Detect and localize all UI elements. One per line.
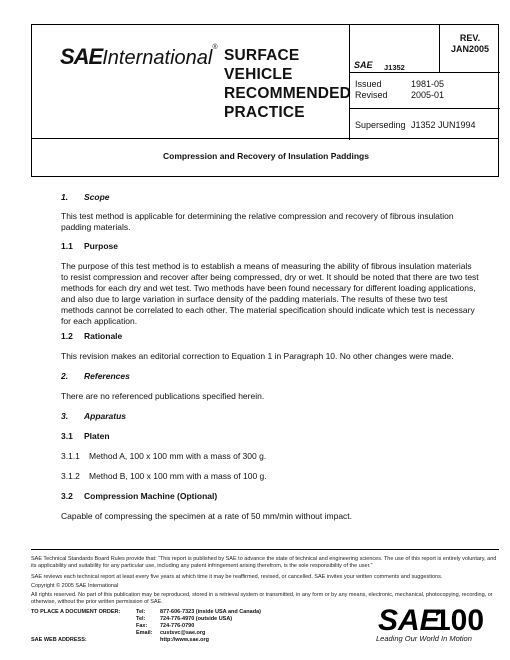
superseding-row [355, 120, 476, 130]
section-title: Purpose [84, 241, 119, 251]
section-heading-rationale [61, 331, 481, 342]
section-number: 1. [61, 192, 69, 202]
section-title: Rationale [84, 331, 123, 341]
section-number: 1.2 [61, 331, 73, 341]
paragraph-purpose: The purpose of this test method is to establish a means of measuring the ability of fibrous insulation materials to resist compression and recover after being compressed, dry or wet. It should be noted that there are two test methods for each dry and wet test. Two methods have been found necessary for different loading applications, and also due to large variation in surface density of the padding materials. The results of these two test methods cannot be correlated to each other. The material specification should indicate which test is necessary for each application. [61, 261, 479, 326]
section-heading-compression-machine [61, 491, 481, 502]
rev-label: REV. [459, 33, 481, 43]
email-value[interactable]: custsvc@sae.org [160, 630, 206, 636]
footer-rights: All rights reserved. No part of this publication may be reproduced, stored in a retrieval system or transmitted, in any form or by any means, electronic, mechanical, photocopying, recording, or otherwise, without the prior written permission of SAE. [31, 592, 493, 605]
dates-block [355, 79, 445, 101]
section-number: 3.2 [61, 491, 73, 501]
issued-label: Issued [355, 79, 382, 89]
section-heading-apparatus [61, 411, 481, 422]
document-title-box [31, 139, 499, 177]
document-title: Compression and Recovery of Insulation Paddings [163, 151, 369, 161]
paragraph-scope: This test method is applicable for determining the relative compression and recovery of fibrous insulation padding materials. [61, 211, 454, 232]
section-heading-references [61, 371, 481, 382]
title-line: PRACTICE [224, 104, 305, 121]
section-title: Scope [84, 192, 110, 202]
standard-number-cell [350, 25, 440, 73]
web-value[interactable]: http://www.sae.org [160, 637, 209, 643]
tel2-value[interactable]: 724-776-4970 (outside USA) [160, 616, 233, 622]
mini-sae-logo: SAE [354, 60, 373, 70]
fax-value: 724-776-0790 [160, 623, 195, 629]
section-number: 1.1 [61, 241, 73, 251]
logo-international-text: International [102, 47, 213, 69]
revision-cell [440, 25, 500, 73]
section-number: 3. [61, 411, 69, 421]
subsection-text: Method B, 100 x 100 mm with a mass of 100 g. [89, 471, 267, 481]
section-heading-purpose [61, 241, 481, 252]
section-title: Apparatus [84, 411, 127, 421]
sae-tagline: Leading Our World In Motion [376, 634, 472, 643]
sae-100-logo [376, 597, 492, 637]
sae100-100-text: 100 [434, 604, 485, 637]
revised-value: 2005-01 [411, 90, 445, 100]
footer-review-note: SAE reviews each technical report at least every five years at which time it may be reaffirmed, revised, or cancelled. SAE invites your written comments and suggestions. [31, 574, 443, 580]
title-line: SURFACE [224, 47, 300, 64]
logo-sae-text: SAE [60, 44, 103, 69]
section-number: 2. [61, 371, 69, 381]
sae-international-logo [32, 25, 218, 140]
subsection-number: 3.1.2 [61, 471, 80, 481]
subsection-method-b [61, 471, 481, 482]
section-title: Platen [84, 431, 110, 441]
subsection-text: Method A, 100 x 100 mm with a mass of 300 g. [89, 451, 267, 461]
logo-trademark: ® [212, 44, 218, 51]
title-line: VEHICLE [224, 66, 293, 83]
order-label: TO PLACE A DOCUMENT ORDER: [31, 609, 121, 615]
section-number: 3.1 [61, 431, 73, 441]
web-label: SAE WEB ADDRESS: [31, 637, 87, 643]
divider [350, 108, 500, 109]
footer-divider [31, 549, 499, 550]
document-info-panel [349, 25, 499, 140]
superseding-value: J1352 JUN1994 [411, 120, 476, 130]
section-heading-scope [61, 192, 481, 203]
title-line: RECOMMENDED [224, 85, 352, 102]
subsection-number: 3.1.1 [61, 451, 80, 461]
rev-value: JAN2005 [450, 44, 490, 54]
document-header [31, 24, 499, 139]
email-label: Email: [136, 630, 153, 636]
issued-value: 1981-05 [411, 79, 445, 89]
footer-board-rules: SAE Technical Standards Board Rules provide that: “This report is published by SAE to advance the state of technical and engineering sciences. The use of this report is entirely voluntary, and its applicability and suitability for any particular use, including any patent infringement arising therefrom, is the sole responsibility of the user.” [31, 556, 497, 569]
tel-label: Tel: [136, 609, 146, 615]
tel-value[interactable]: 877-606-7323 (inside USA and Canada) [160, 609, 261, 615]
subsection-method-a [61, 451, 481, 462]
sae100-sae-text: SAE [378, 604, 440, 637]
revised-label: Revised [355, 90, 388, 100]
superseding-label: Superseding [355, 120, 406, 130]
section-heading-platen [61, 431, 481, 442]
standard-number: J1352 [384, 63, 405, 72]
paragraph-references: There are no referenced publications specified herein. [61, 391, 265, 401]
tel2-label: Tel: [136, 616, 146, 622]
paragraph-compression-machine: Capable of compressing the specimen at a rate of 50 mm/min without impact. [61, 511, 353, 521]
section-title: Compression Machine (Optional) [84, 491, 218, 501]
paragraph-rationale: This revision makes an editorial correction to Equation 1 in Paragraph 10. No other changes were made. [61, 351, 454, 361]
footer-copyright: Copyright © 2005 SAE International [31, 583, 119, 589]
section-title: References [84, 371, 130, 381]
fax-label: Fax: [136, 623, 148, 629]
